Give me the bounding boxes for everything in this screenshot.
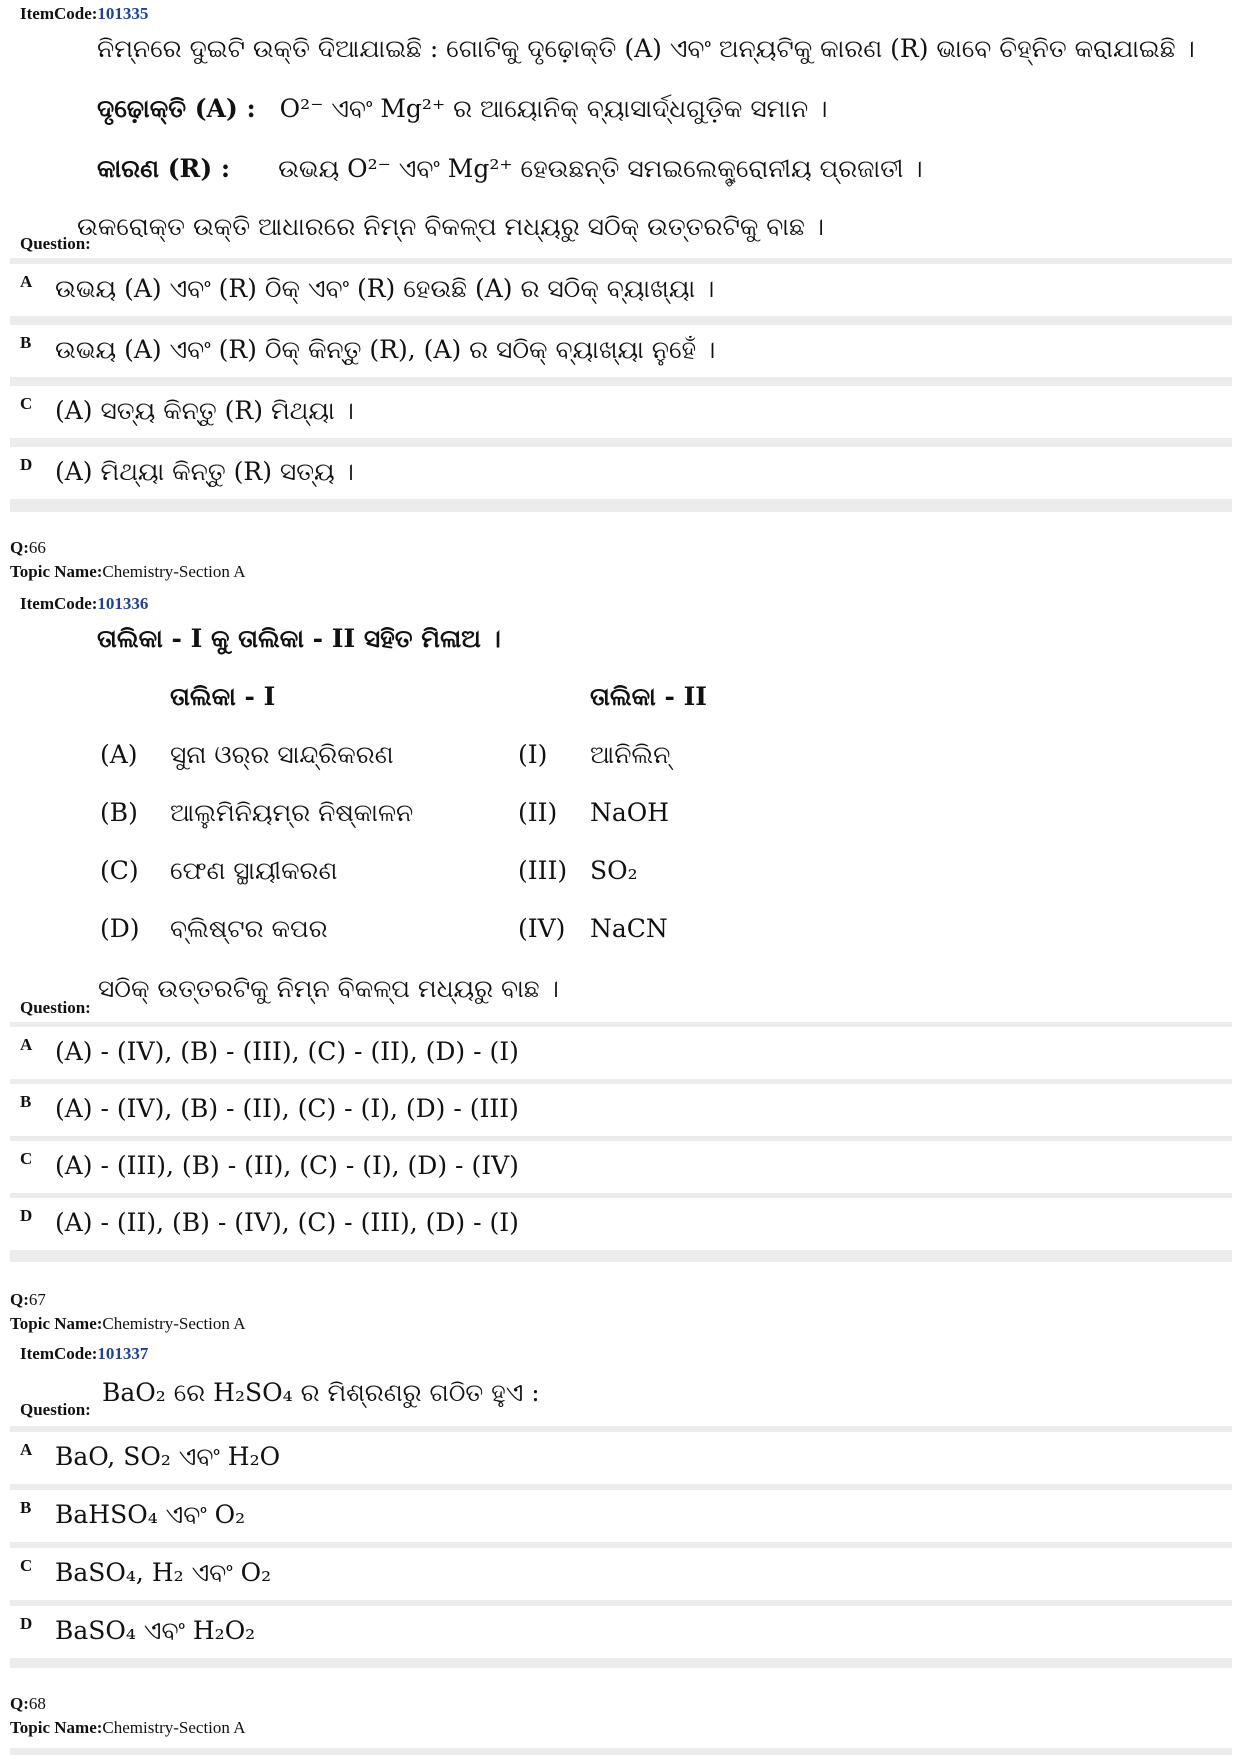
list2-key-i: (I) [518,740,548,769]
list2-key-iv: (IV) [518,914,566,943]
question-block-65 [10,0,1232,512]
question-prompt: ଉକରୋକ୍ତ ଉକ୍ତି ଆଧାରରେ ନିମ୍ନ ବିକଳ୍ପ ମଧ୍ୟରୁ ସଠିକ୍ ଉତ୍ତରଟିକୁ ବାଛ । [77,212,825,241]
assertion-text: O²⁻ ଏବଂ Mg²⁺ ର ଆୟୋନିକ୍ ବ୍ୟାସାର୍ଦ୍ଧଗୁଡ଼ିକ ସମାନ । [279,94,828,123]
question-prompt: BaO₂ ରେ H₂SO₄ ର ମିଶ୍ରଣରୁ ଗଠିତ ହୁଏ : [102,1378,540,1407]
question-block-66 [10,590,1232,1262]
question-header [10,0,1232,258]
list2-title: ତାଲିକା - II [590,682,707,711]
option-c[interactable]: C (A) - (III), (B) - (II), (C) - (I), (D) - (IV) [10,1141,1232,1193]
topic-name-67: Topic Name:Chemistry-Section A [10,1314,246,1333]
option-b[interactable]: B ଉଭୟ (A) ଏବଂ (R) ଠିକ୍ କିନ୍ତୁ (R), (A) ର ସଠିକ୍ ବ୍ୟାଖ୍ୟା ନୁହେଁ । [10,325,1232,377]
list2-item-ii: NaOH [590,798,670,827]
question-label: Question: [20,234,91,253]
option-d[interactable]: D BaSO₄ ଏବଂ H₂O₂ [10,1606,1232,1658]
reason-row [97,154,923,184]
list2-key-ii: (II) [518,798,558,827]
list1-item-c: ଫେଣ ସ୍ଥାୟୀକରଣ [170,856,338,885]
reason-label: କାରଣ (R) : [97,154,231,183]
reason-text: ଉଭୟ O²⁻ ଏବଂ Mg²⁺ ହେଉଛନ୍ତି ସମଇଲେକ୍ଟ୍ରୋନୀୟ ପ୍ରଜାତୀ । [278,154,923,183]
list2-key-iii: (III) [518,856,568,885]
question-label: Question: [20,1400,91,1419]
question-prompt: ସଠିକ୍ ଉତ୍ତରଟିକୁ ନିମ୍ନ ବିକଳ୍ପ ମଧ୍ୟରୁ ବାଛ । [98,974,559,1003]
topic-name-66: Topic Name:Chemistry-Section A [10,562,246,581]
item-code: ItemCode:101336 [20,594,149,613]
assertion-label: ଦୃଢ଼ୋକ୍ତି (A) : [97,94,256,123]
list1-key-a: (A) [100,740,138,769]
list1-title: ତାଲିକା - I [170,682,276,711]
list1-key-c: (C) [100,856,139,885]
question-intro: ନିମ୍ନରେ ଦୁଇଟି ଉକ୍ତି ଦିଆଯାଇଛି : ଗୋଟିକୁ ଦୃଢ଼ୋକ୍ତି (A) ଏବଂ ଅନ୍ୟଟିକୁ କାରଣ (R) ଭାବେ ଚିହ୍ନିତ କରାଯାଇଛି । [97,34,1195,63]
question-number-66: Q:66 [10,538,46,557]
topic-name-68: Topic Name:Chemistry-Section A [10,1718,246,1737]
option-d[interactable]: D (A) ମିଥ୍ୟା କିନ୍ତୁ (R) ସତ୍ୟ । [10,447,1232,499]
question-block-68-top-edge [10,1748,1232,1755]
question-block-67 [10,1340,1232,1668]
question-header [10,590,1232,1022]
list1-item-b: ଆଲୁମିନିୟମ୍‌ର ନିଷ୍କାଳନ [170,798,414,827]
question-header [10,1340,1232,1426]
list1-key-b: (B) [100,798,138,827]
question-label: Question: [20,998,91,1017]
question-intro: ତାଲିକା - I କୁ ତାଲିକା - II ସହିତ ମିଳାଅ । [97,624,501,653]
option-d[interactable]: D (A) - (II), (B) - (IV), (C) - (III), (D) - (I) [10,1198,1232,1250]
option-a[interactable]: A (A) - (IV), (B) - (III), (C) - (II), (D) - (I) [10,1027,1232,1079]
list2-item-i: ଆନିଲିନ୍ [590,740,671,769]
option-b[interactable]: B (A) - (IV), (B) - (II), (C) - (I), (D) - (III) [10,1084,1232,1136]
question-number-67: Q:67 [10,1290,46,1309]
list2-item-iv: NaCN [590,914,668,943]
list1-item-a: ସୁନା ଓର୍‌ର ସାନ୍ଦ୍ରିକରଣ [170,740,394,769]
list1-key-d: (D) [100,914,140,943]
option-c[interactable]: C BaSO₄, H₂ ଏବଂ O₂ [10,1548,1232,1600]
question-number-68: Q:68 [10,1694,46,1713]
assertion-row [97,94,827,124]
option-b[interactable]: B BaHSO₄ ଏବଂ O₂ [10,1490,1232,1542]
option-a[interactable]: A BaO, SO₂ ଏବଂ H₂O [10,1432,1232,1484]
option-c[interactable]: C (A) ସତ୍ୟ କିନ୍ତୁ (R) ମିଥ୍ୟା । [10,386,1232,438]
list2-item-iii: SO₂ [590,856,638,885]
item-code: ItemCode:101335 [20,4,149,23]
list1-item-d: ବ୍ଲିଷ୍ଟର କପର [170,914,328,943]
option-a[interactable]: A ଉଭୟ (A) ଏବଂ (R) ଠିକ୍ ଏବଂ (R) ହେଉଛି (A) ର ସଠିକ୍ ବ୍ୟାଖ୍ୟା । [10,264,1232,316]
item-code: ItemCode:101337 [20,1344,149,1363]
